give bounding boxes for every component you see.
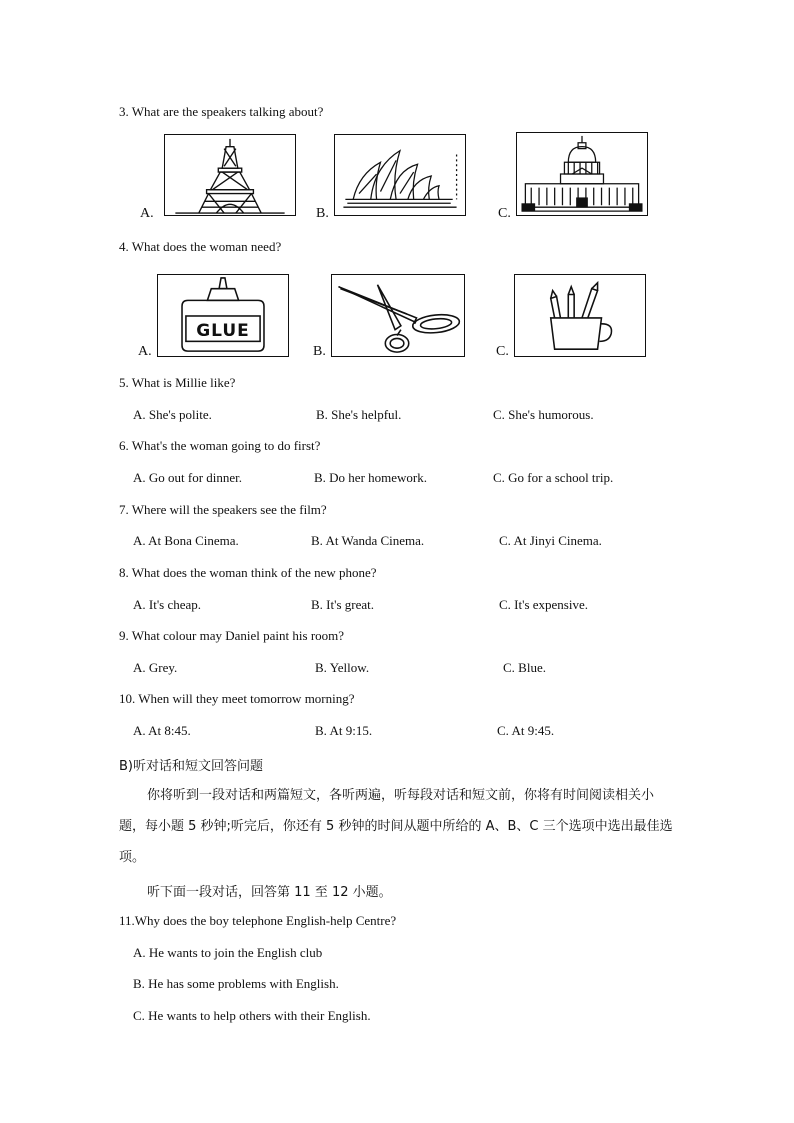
question-10-text: 10. When will they meet tomorrow morning?: [119, 691, 355, 706]
q5-option-a: A. She's polite.: [133, 407, 212, 422]
q10-option-b: B. At 9:15.: [315, 723, 373, 738]
capitol-building-icon: [516, 132, 648, 216]
glue-label-text: GLUE: [196, 321, 250, 341]
scissors-icon: [331, 274, 465, 357]
question-8-text: 8. What does the woman think of the new phone?: [119, 565, 377, 580]
q9-option-a: A. Grey.: [133, 660, 178, 675]
question-11-text: 11.Why does the boy telephone English-help Centre?: [119, 913, 397, 928]
question-7-text: 7. Where will the speakers see the film?: [119, 502, 327, 517]
q5-option-b: B. She's helpful.: [316, 407, 402, 422]
q6-option-a: A. Go out for dinner.: [133, 470, 243, 485]
q11-option-b: B. He has some problems with English.: [133, 976, 339, 991]
section-b-instructions: 你将听到一段对话和两篇短文，各听两遍，听每段对话和短文前，你将有时间阅读相关小题，每小题 5 秒钟;听完后，你还有 5 秒钟的时间从题中所给的 A、B、C 三个选项中选出最佳选项。: [119, 788, 673, 865]
q10-option-a: A. At 8:45.: [133, 723, 191, 738]
q7-option-a: A. At Bona Cinema.: [133, 533, 239, 548]
section-b-sub-instruction: 听下面一段对话，回答第 11 至 12 小题。: [147, 885, 392, 900]
sydney-opera-house-icon: [334, 134, 466, 216]
question-4-text: 4. What does the woman need?: [119, 239, 282, 254]
q3-option-c-label: C.: [498, 206, 511, 221]
q9-option-b: B. Yellow.: [315, 660, 370, 675]
q10-option-c: C. At 9:45.: [497, 723, 555, 738]
q11-option-a: A. He wants to join the English club: [133, 945, 323, 960]
q3-option-a-label: A.: [140, 206, 154, 221]
section-b-heading: B)听对话和短文回答问题: [119, 759, 263, 774]
q5-option-c: C. She's humorous.: [493, 407, 594, 422]
question-9-text: 9. What colour may Daniel paint his room?: [119, 628, 345, 643]
question-3-text: 3. What are the speakers talking about?: [119, 104, 324, 119]
glue-bottle-icon: [157, 274, 289, 357]
q8-option-b: B. It's great.: [311, 597, 374, 612]
q4-option-c-label: C.: [496, 344, 509, 359]
question-6-text: 6. What's the woman going to do first?: [119, 438, 321, 453]
q6-option-c: C. Go for a school trip.: [493, 470, 614, 485]
q4-option-a-label: A.: [138, 344, 152, 359]
eiffel-tower-icon: [164, 134, 296, 216]
pencil-cup-icon: [514, 274, 646, 357]
q11-option-c: C. He wants to help others with their English.: [133, 1008, 371, 1023]
q8-option-c: C. It's expensive.: [499, 597, 588, 612]
q8-option-a: A. It's cheap.: [133, 597, 202, 612]
q4-option-b-label: B.: [313, 344, 326, 359]
q7-option-b: B. At Wanda Cinema.: [311, 533, 425, 548]
q6-option-b: B. Do her homework.: [314, 470, 428, 485]
q7-option-c: C. At Jinyi Cinema.: [499, 533, 602, 548]
q9-option-c: C. Blue.: [503, 660, 546, 675]
q3-option-b-label: B.: [316, 206, 329, 221]
question-5-text: 5. What is Millie like?: [119, 375, 236, 390]
